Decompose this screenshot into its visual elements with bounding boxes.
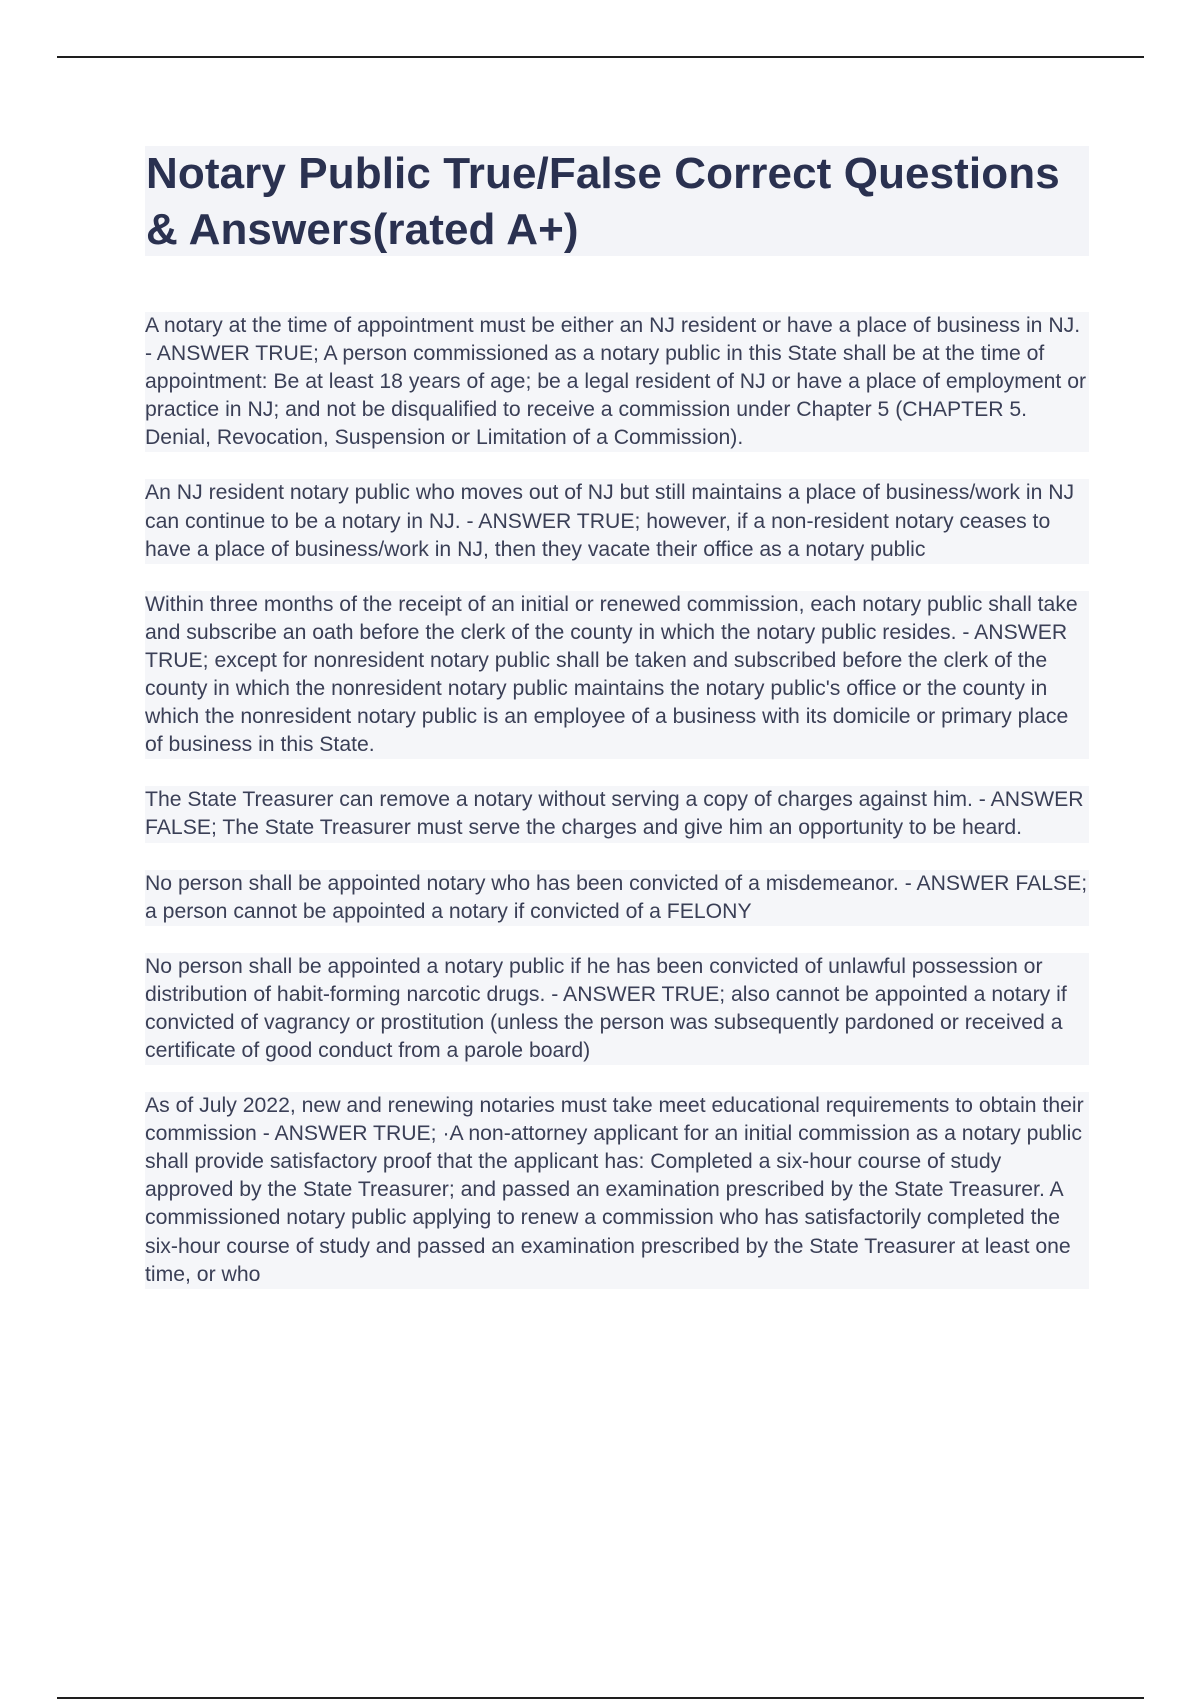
qa-paragraph-7: As of July 2022, new and renewing notaries must take meet educational requirements to obtain their commission - ANSWER TRUE; ·A non-attorney applicant for an initial commission as a notary public shall provide satisfactory proof that the applicant has: Completed a six-hour course of study approved by the State Treasurer; and passed an examination prescribed by the State Treasurer. A commissioned notary public applying to renew a commission who has satisfactorily completed the six-hour course of study and passed an examination prescribed by the State Treasurer at least one time, or who <box>145 1092 1089 1289</box>
document-body <box>145 312 1089 1316</box>
document-title: Notary Public True/False Correct Questions & Answers(rated A+) <box>146 149 1060 254</box>
qa-paragraph-6: No person shall be appointed a notary public if he has been convicted of unlawful possession or distribution of habit-forming narcotic drugs. - ANSWER TRUE; also cannot be appointed a notary if convicted of vagrancy or prostitution (unless the person was subsequently pardoned or received a certificate of good conduct from a parole board) <box>145 953 1089 1065</box>
bottom-divider <box>57 1697 1144 1699</box>
qa-paragraph-2: An NJ resident notary public who moves out of NJ but still maintains a place of business/work in NJ can continue to be a notary in NJ. - ANSWER TRUE; however, if a non-resident notary ceases to have a place of business/work in NJ, then they vacate their office as a notary public <box>145 479 1089 563</box>
top-divider <box>57 56 1144 58</box>
qa-paragraph-3: Within three months of the receipt of an initial or renewed commission, each notary public shall take and subscribe an oath before the clerk of the county in which the notary public resides. - ANSWER TRUE; except for nonresident notary public shall be taken and subscribed before the clerk of the county in which the nonresident notary public maintains the notary public's office or the county in which the nonresident notary public is an employee of a business with its domicile or primary place of business in this State. <box>145 591 1089 760</box>
title-block <box>145 146 1089 256</box>
qa-paragraph-4: The State Treasurer can remove a notary without serving a copy of charges against him. - ANSWER FALSE; The State Treasurer must serve the charges and give him an opportunity to be heard. <box>145 786 1089 842</box>
qa-paragraph-1: A notary at the time of appointment must be either an NJ resident or have a place of business in NJ. - ANSWER TRUE; A person commissioned as a notary public in this State shall be at the time of appointment: Be at least 18 years of age; be a legal resident of NJ or have a place of employment or practice in NJ; and not be disqualified to receive a commission under Chapter 5 (CHAPTER 5. Denial, Revocation, Suspension or Limitation of a Commission). <box>145 312 1089 452</box>
qa-paragraph-5: No person shall be appointed notary who has been convicted of a misdemeanor. - ANSWER FALSE; a person cannot be appointed a notary if convicted of a FELONY <box>145 870 1089 926</box>
